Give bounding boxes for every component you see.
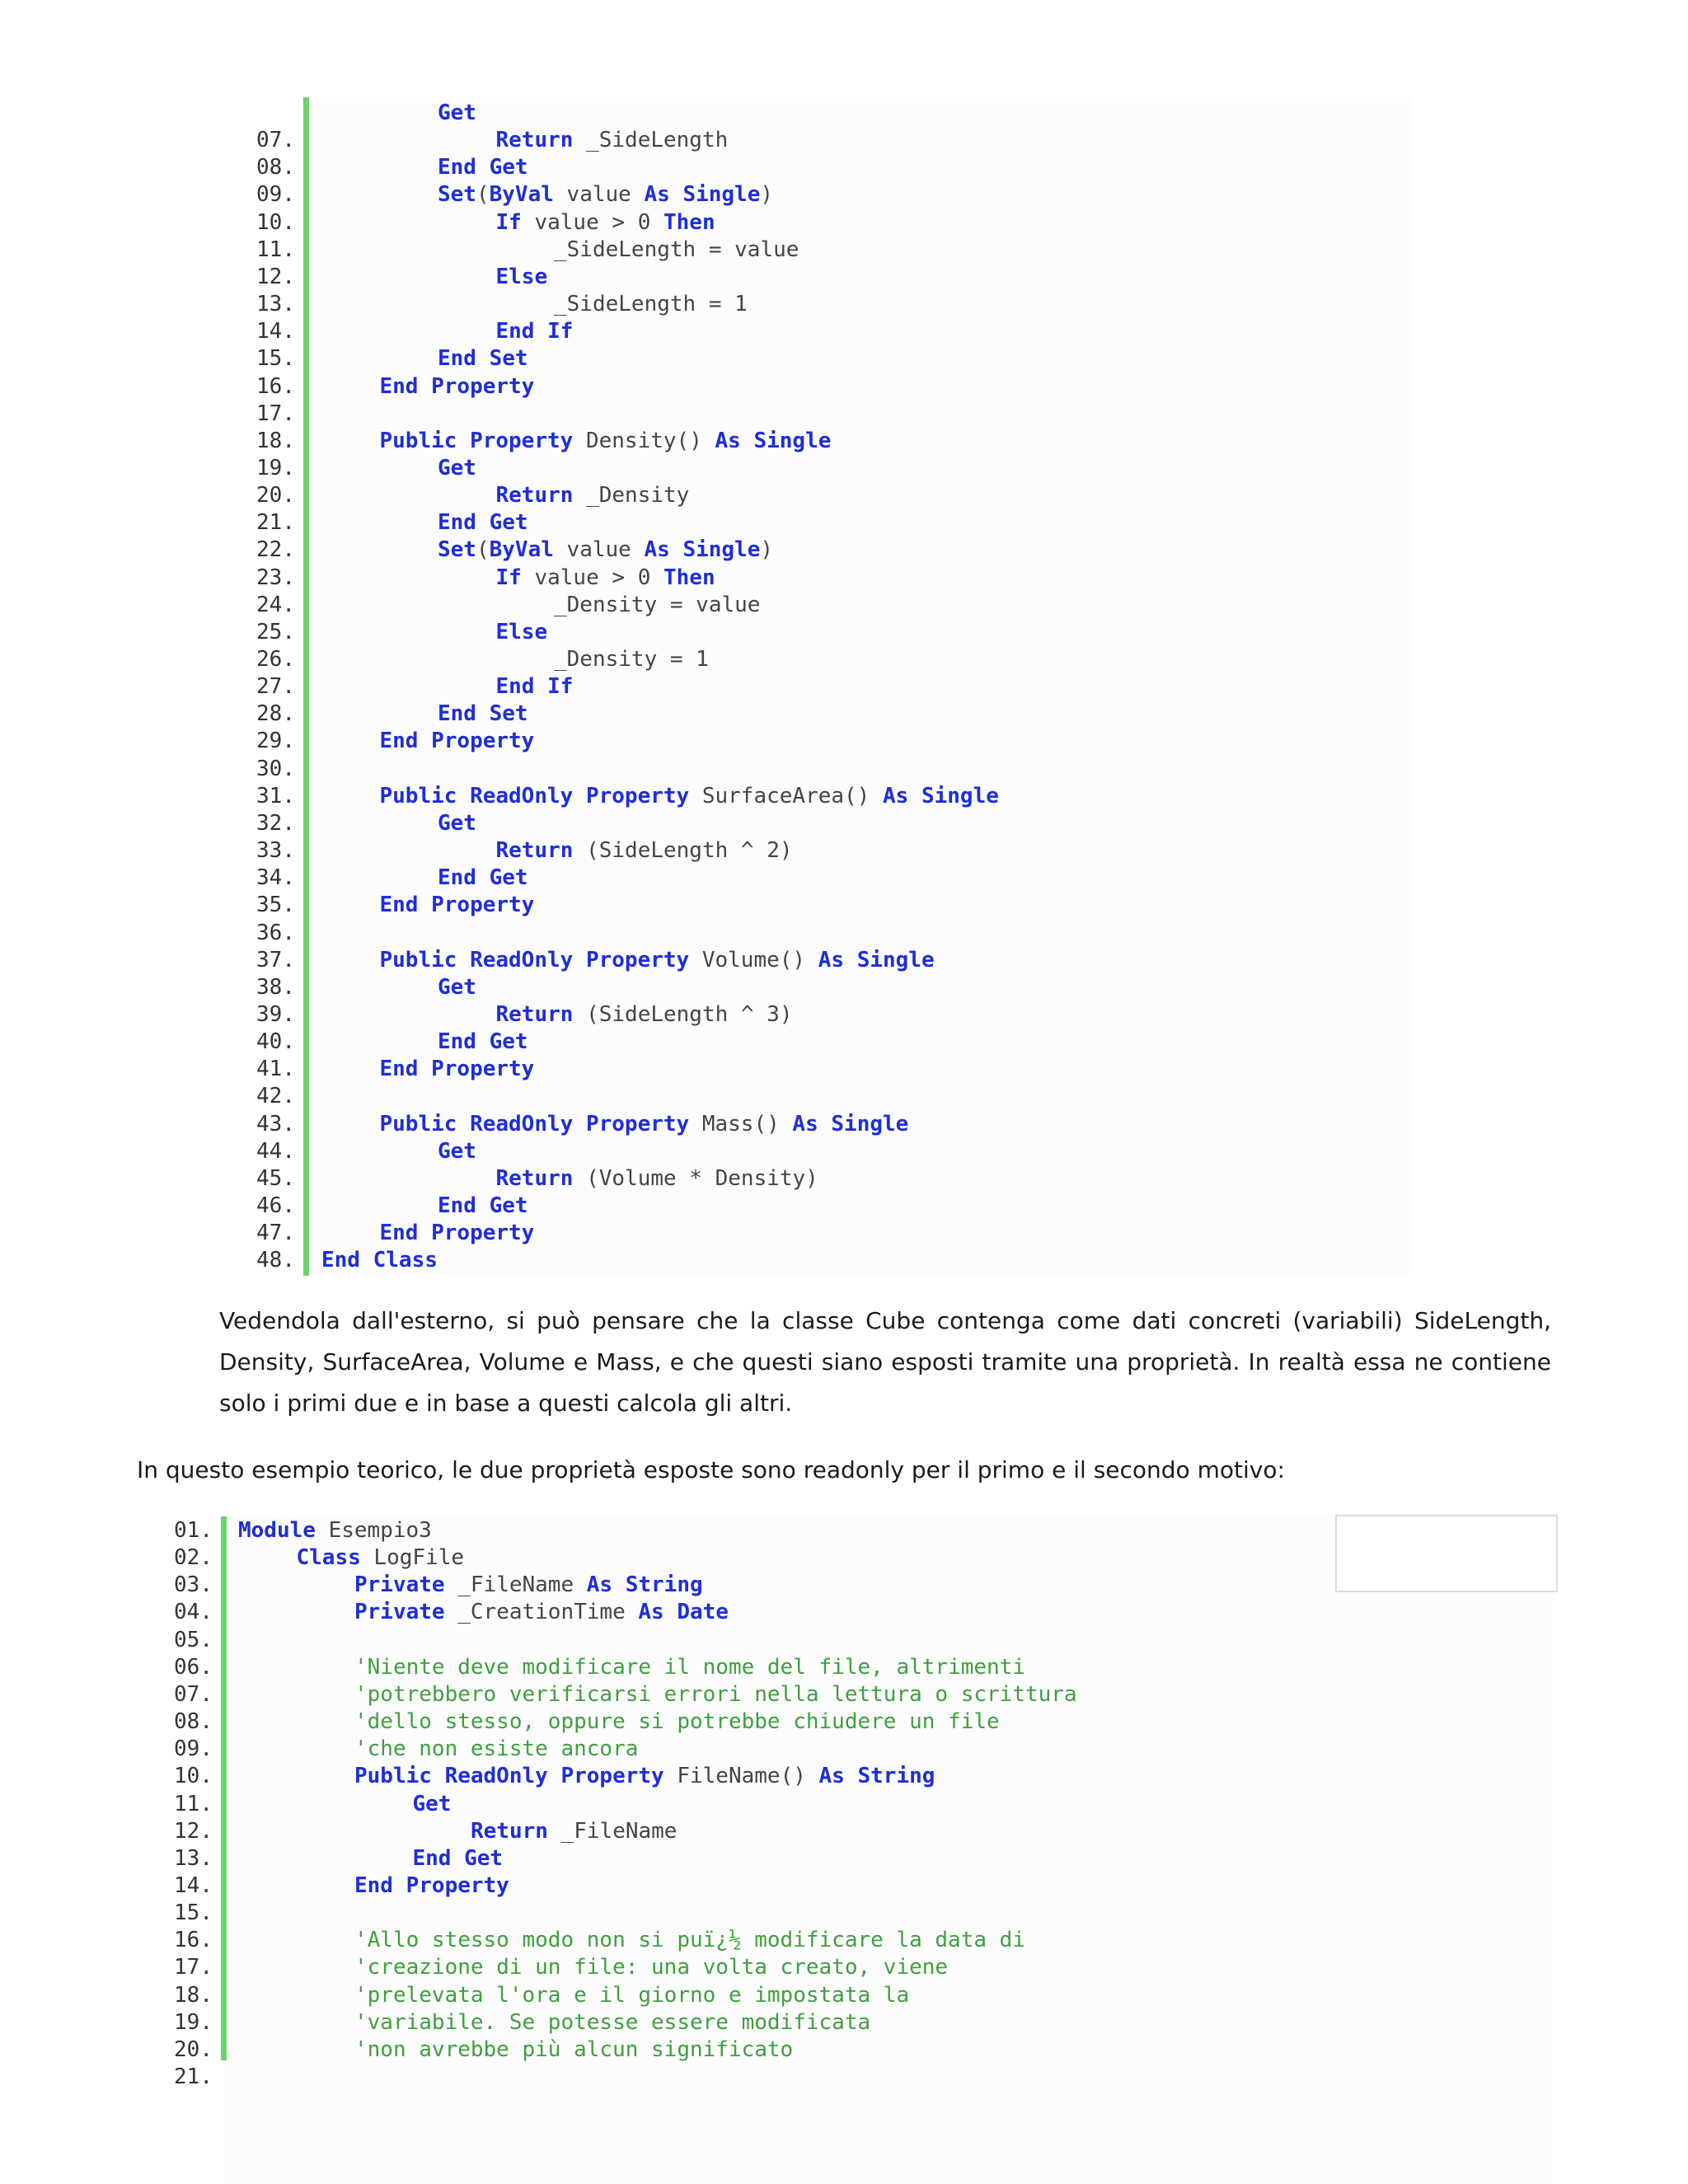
code-text: Mass() xyxy=(689,1111,793,1137)
code-line xyxy=(554,592,760,619)
code-keyword: As Single xyxy=(792,1111,909,1137)
line-number: 34. xyxy=(256,865,295,891)
code-keyword: Public ReadOnly Property xyxy=(354,1764,664,1789)
code-text: Volume() xyxy=(689,947,818,972)
line-number: 22. xyxy=(256,537,295,563)
code-text: ) xyxy=(760,182,774,208)
line-number: 12. xyxy=(174,1818,213,1844)
code-keyword: End Get xyxy=(438,155,528,180)
code-line xyxy=(380,373,535,401)
code-text: (Volume * Density) xyxy=(573,1165,818,1191)
code-line xyxy=(438,1193,528,1220)
line-number: 17. xyxy=(256,401,295,426)
line-number: 15. xyxy=(256,346,295,372)
code-keyword: Public ReadOnly Property xyxy=(379,783,690,808)
code-line xyxy=(438,810,476,837)
code-text: _Density = 1 xyxy=(554,647,709,672)
code-line xyxy=(496,127,729,154)
code-keyword: End Class xyxy=(321,1248,438,1273)
line-number: 39. xyxy=(256,1001,295,1027)
line-number: 17. xyxy=(174,1955,213,1980)
line-number: 35. xyxy=(256,893,295,918)
code-line xyxy=(438,509,528,537)
line-number: 07. xyxy=(256,128,295,153)
code-keyword: Set xyxy=(438,537,476,563)
code-keyword: End Get xyxy=(412,1845,504,1871)
line-number: 43. xyxy=(256,1111,295,1137)
code-line xyxy=(321,1247,438,1274)
line-number: 27. xyxy=(256,674,295,700)
code-text: _SideLength = value xyxy=(554,237,799,262)
line-number: 40. xyxy=(256,1029,295,1055)
code-line xyxy=(380,428,832,455)
code-line xyxy=(438,345,528,373)
line-number: 20. xyxy=(174,2036,213,2062)
line-number: 04. xyxy=(174,1600,213,1625)
code-keyword: End Get xyxy=(438,1193,528,1218)
code-line xyxy=(354,1681,1077,1708)
line-number: 21. xyxy=(256,510,295,536)
code-keyword: End Set xyxy=(438,346,528,372)
code-line xyxy=(354,2009,870,2036)
code-line xyxy=(438,1138,476,1165)
code-keyword: Return xyxy=(471,1818,548,1844)
code-line xyxy=(554,291,748,318)
line-number: 16. xyxy=(174,1928,213,1953)
line-number: 14. xyxy=(174,1872,213,1898)
code-line xyxy=(496,1165,818,1193)
code-keyword: End If xyxy=(495,319,574,344)
code-comment: 'potrebbero verificarsi errori nella lettura o scrittura xyxy=(354,1681,1077,1707)
line-number: 25. xyxy=(256,619,295,644)
empty-placeholder-box xyxy=(1335,1515,1558,1592)
line-number: 28. xyxy=(256,701,295,727)
code-text: _Density = value xyxy=(554,592,761,617)
code-keyword: Then xyxy=(663,209,715,235)
code-line xyxy=(354,2036,793,2064)
line-number: 11. xyxy=(174,1791,213,1816)
code-keyword: Get xyxy=(438,974,476,1000)
code-line xyxy=(380,892,535,919)
code-line xyxy=(380,947,935,974)
code-text: LogFile xyxy=(360,1545,465,1571)
code-keyword: End Get xyxy=(438,510,528,536)
code-gutter-bar xyxy=(221,1516,227,2060)
code-keyword: ByVal xyxy=(489,537,554,563)
code-keyword: As Single xyxy=(715,428,832,453)
code-keyword: End If xyxy=(495,674,574,700)
code-line xyxy=(496,837,793,865)
code-keyword: Get xyxy=(438,1138,476,1164)
code-text: Density() xyxy=(573,428,715,453)
line-number: 38. xyxy=(256,974,295,1000)
code-keyword: Class xyxy=(296,1545,361,1571)
code-keyword: Return xyxy=(495,1165,574,1191)
code-keyword: End Get xyxy=(438,865,528,891)
code-keyword: Private xyxy=(354,1600,445,1625)
code-line xyxy=(438,701,528,728)
code-line xyxy=(354,1654,1025,1681)
code-keyword: Else xyxy=(495,264,548,289)
code-line xyxy=(496,1001,793,1029)
paragraph-cube-explanation: Vedendola dall'esterno, si può pensare che la classe Cube contenga come dati concreti (variabili) SideLength, Density, SurfaceArea, Volume e Mass, e che questi siano esposti tramite una proprietà. In realtà essa ne contiene solo i primi due e in base a questi calcola gli altri. xyxy=(219,1307,1551,1417)
code-line xyxy=(354,1763,935,1790)
code-line xyxy=(438,100,476,127)
code-keyword: Get xyxy=(438,101,476,125)
line-number: 05. xyxy=(174,1627,213,1652)
code-keyword: ByVal xyxy=(489,182,554,208)
code-line xyxy=(496,565,715,592)
code-line xyxy=(354,1982,909,2009)
code-comment: 'che non esiste ancora xyxy=(354,1736,639,1762)
code-keyword: Public ReadOnly Property xyxy=(379,1111,690,1137)
code-text: value > 0 xyxy=(521,209,663,235)
line-number: 12. xyxy=(256,264,295,289)
line-number: 01. xyxy=(174,1518,213,1543)
code-line xyxy=(354,1572,703,1599)
code-text: Esempio3 xyxy=(315,1518,432,1543)
code-text: (SideLength ^ 2) xyxy=(573,838,793,864)
code-keyword: End Property xyxy=(379,729,535,754)
code-keyword: As String xyxy=(586,1572,703,1598)
code-keyword: If xyxy=(495,209,522,235)
code-line xyxy=(354,1736,638,1763)
line-number: 20. xyxy=(256,483,295,509)
line-number: 46. xyxy=(256,1193,295,1218)
line-number: 19. xyxy=(256,455,295,480)
code-keyword: Get xyxy=(438,455,476,480)
code-keyword: End Property xyxy=(379,1057,535,1082)
code-keyword: Set xyxy=(438,182,476,208)
code-comment: 'non avrebbe più alcun significato xyxy=(354,2036,794,2062)
line-number: 48. xyxy=(256,1248,295,1273)
code-keyword: Public ReadOnly Property xyxy=(379,947,690,972)
code-keyword: As Single xyxy=(883,783,999,808)
line-number: 08. xyxy=(256,155,295,180)
code-line xyxy=(554,646,709,673)
code-comment: 'creazione di un file: una volta creato, viene xyxy=(354,1955,949,1980)
line-number: 10. xyxy=(256,209,295,235)
line-number: 41. xyxy=(256,1057,295,1082)
line-number: 26. xyxy=(256,647,295,672)
code-text: ( xyxy=(476,537,490,563)
code-comment: 'Niente deve modificare il nome del file, altrimenti xyxy=(354,1654,1025,1680)
code-line xyxy=(354,1927,1025,1954)
code-keyword: End Property xyxy=(354,1872,509,1898)
line-number: 06. xyxy=(174,1654,213,1680)
code-keyword: Get xyxy=(438,810,476,836)
code-keyword: Return xyxy=(495,483,574,509)
code-text: FileName() xyxy=(663,1764,819,1789)
line-number: 33. xyxy=(256,838,295,864)
code-keyword: As String xyxy=(818,1764,935,1789)
line-number: 18. xyxy=(256,428,295,453)
line-number: 30. xyxy=(256,756,295,781)
code-line xyxy=(297,1544,465,1572)
code-text: _FileName xyxy=(444,1572,587,1598)
code-keyword: As Date xyxy=(638,1600,729,1625)
code-keyword: Private xyxy=(354,1572,445,1598)
code-text: SurfaceArea() xyxy=(689,783,883,808)
line-number: 09. xyxy=(174,1736,213,1762)
code-line xyxy=(471,1818,677,1845)
line-number: 13. xyxy=(256,292,295,317)
code-line xyxy=(354,1708,1000,1736)
code-line xyxy=(496,619,548,646)
code-keyword: End Property xyxy=(379,893,535,918)
code-block-background xyxy=(307,97,1411,1276)
code-comment: 'Allo stesso modo non si puï¿½ modificare la data di xyxy=(354,1928,1025,1953)
code-line xyxy=(438,154,528,181)
line-number: 32. xyxy=(256,810,295,836)
code-line xyxy=(380,1111,909,1138)
line-number: 42. xyxy=(256,1084,295,1109)
line-number: 08. xyxy=(174,1709,213,1735)
code-keyword: End Property xyxy=(379,373,535,399)
code-text: value > 0 xyxy=(521,565,663,590)
code-comment: 'variabile. Se potesse essere modificata xyxy=(354,2009,871,2035)
line-number: 21. xyxy=(174,2064,213,2089)
code-line xyxy=(354,1872,509,1900)
code-line xyxy=(238,1517,432,1544)
line-number: 29. xyxy=(256,729,295,754)
code-keyword: End Property xyxy=(379,1221,535,1246)
line-number: 16. xyxy=(256,373,295,399)
code-keyword: Else xyxy=(495,619,548,644)
code-line xyxy=(380,728,535,755)
code-line xyxy=(380,1056,535,1083)
code-keyword: Return xyxy=(495,1001,574,1027)
code-text: _CreationTime xyxy=(444,1600,639,1625)
code-line xyxy=(554,237,799,264)
line-number: 24. xyxy=(256,592,295,617)
code-text: value xyxy=(553,182,645,208)
line-number: 14. xyxy=(256,319,295,344)
code-line xyxy=(438,865,528,892)
code-line xyxy=(354,1954,948,1981)
code-keyword: Return xyxy=(495,128,574,153)
code-keyword: End Get xyxy=(438,1029,528,1055)
code-line xyxy=(380,1220,535,1247)
line-number: 11. xyxy=(256,237,295,262)
code-keyword: Module xyxy=(238,1518,316,1543)
code-comment: 'prelevata l'ora e il giorno e impostata la xyxy=(354,1982,910,2008)
code-line xyxy=(438,1029,528,1056)
code-line xyxy=(496,482,690,509)
code-line xyxy=(413,1791,452,1818)
code-line xyxy=(438,974,476,1001)
line-number: 36. xyxy=(256,920,295,945)
code-text: value xyxy=(553,537,645,563)
code-line xyxy=(496,209,715,237)
line-number: 09. xyxy=(256,182,295,208)
code-text: _SideLength = 1 xyxy=(554,292,748,317)
code-keyword: Public Property xyxy=(379,428,574,453)
code-gutter-bar xyxy=(303,97,309,1276)
code-text: ) xyxy=(760,537,774,563)
code-text: ( xyxy=(476,182,490,208)
code-keyword: As Single xyxy=(644,182,761,208)
line-number: 23. xyxy=(256,565,295,590)
code-line xyxy=(438,181,773,209)
line-number: 19. xyxy=(174,2009,213,2035)
code-line xyxy=(438,455,476,482)
paragraph-logfile-intro: In questo esempio teorico, le due proprietà esposte sono readonly per il primo e il secondo motivo: xyxy=(137,1456,1285,1483)
line-number: 15. xyxy=(174,1900,213,1926)
code-text: (SideLength ^ 3) xyxy=(573,1001,793,1027)
line-number: 10. xyxy=(174,1764,213,1789)
line-number: 44. xyxy=(256,1138,295,1164)
line-number: 02. xyxy=(174,1545,213,1571)
code-keyword: As Single xyxy=(644,537,761,563)
code-line xyxy=(496,673,574,701)
code-line xyxy=(354,1599,729,1626)
code-keyword: If xyxy=(495,565,522,590)
code-comment: 'dello stesso, oppure si potrebbe chiudere un file xyxy=(354,1709,1000,1735)
code-line xyxy=(438,537,773,564)
line-number: 13. xyxy=(174,1845,213,1871)
code-text: _FileName xyxy=(547,1818,678,1844)
code-keyword: Get xyxy=(412,1791,452,1816)
line-number: 37. xyxy=(256,947,295,972)
code-line xyxy=(413,1845,504,1872)
line-number: 45. xyxy=(256,1165,295,1191)
code-text: _Density xyxy=(573,483,690,509)
code-text: _SideLength xyxy=(573,128,729,153)
line-number: 18. xyxy=(174,1982,213,2008)
code-keyword: Then xyxy=(663,565,715,590)
code-keyword: End Set xyxy=(438,701,528,727)
code-keyword: Return xyxy=(495,838,574,864)
code-line xyxy=(496,264,548,291)
line-number: 47. xyxy=(256,1221,295,1246)
line-number: 03. xyxy=(174,1572,213,1598)
code-line xyxy=(380,783,999,810)
code-keyword: As Single xyxy=(818,947,935,972)
line-number: 31. xyxy=(256,783,295,808)
code-line xyxy=(496,318,574,345)
line-number: 07. xyxy=(174,1681,213,1707)
